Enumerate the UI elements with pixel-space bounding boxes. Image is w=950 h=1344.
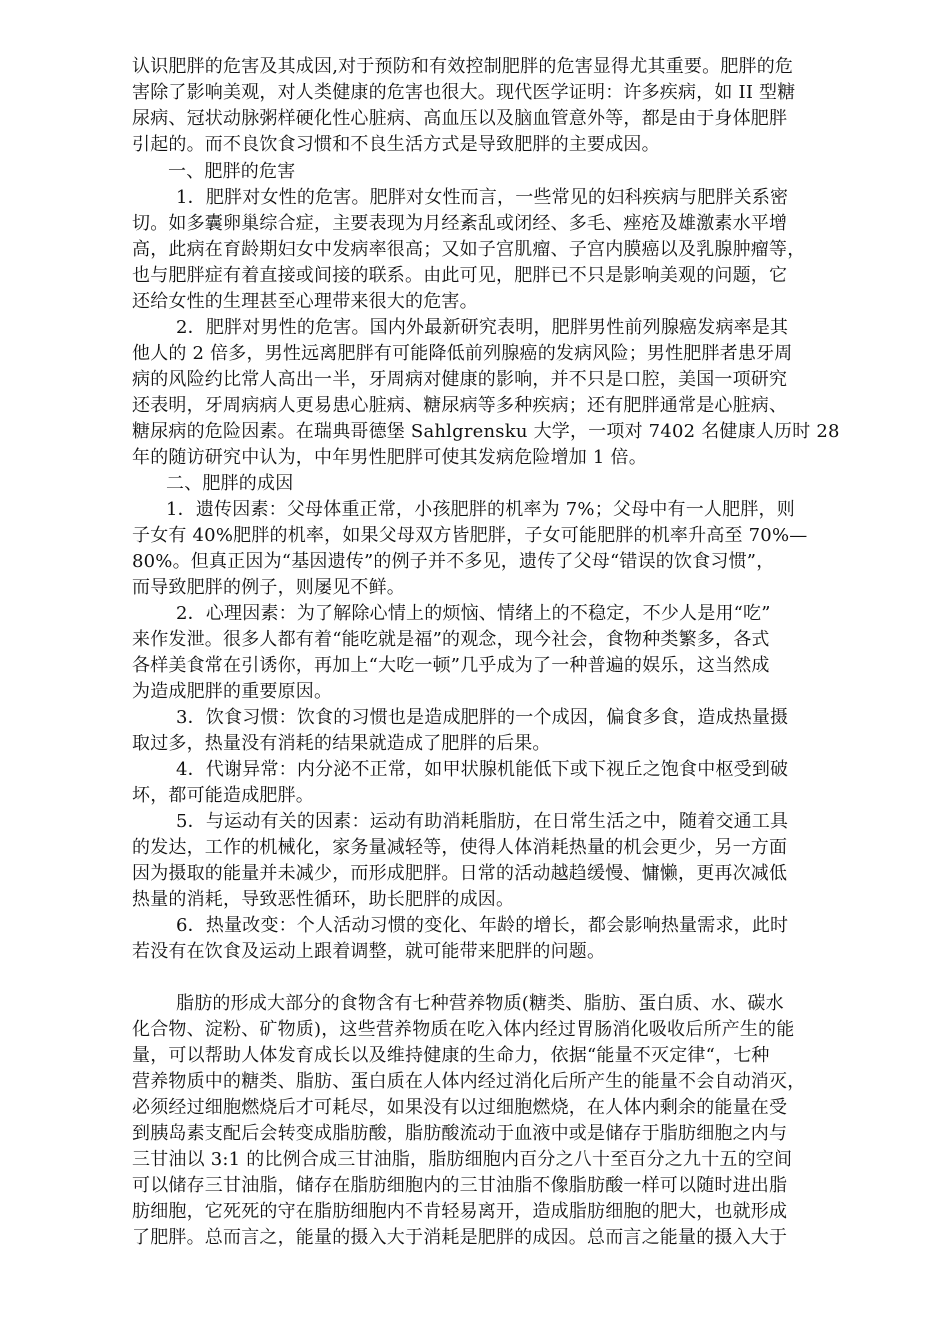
- text-line: 切。如多囊卵巢综合症，主要表现为月经紊乱或闭经、多毛、痤疮及雄激素水平增: [132, 213, 788, 234]
- text-line: 还给女性的生理甚至心理带来很大的危害。: [132, 291, 478, 312]
- text-line: 脂肪的形成大部分的食物含有七种营养物质(糖类、脂肪、蛋白质、水、碳水: [176, 993, 784, 1014]
- text-line: 热量的消耗，导致恶性循环，助长肥胖的成因。: [132, 889, 515, 910]
- text-line: 1．遗传因素：父母体重正常，小孩肥胖的机率为 7%；父母中有一人肥胖，则: [166, 499, 795, 520]
- text-line: 认识肥胖的危害及其成因,对于预防和有效控制肥胖的危害显得尤其重要。肥胖的危: [132, 56, 794, 77]
- text-line: 糖尿病的危险因素。在瑞典哥德堡 Sahlgrensku 大学，一项对 7402 名健康人历时 28: [132, 421, 840, 442]
- text-line: 年的随访研究中认为，中年男性肥胖可使其发病危险增加 1 倍。: [132, 447, 647, 468]
- text-line: 因为摄取的能量并未减少，而形成肥胖。日常的活动越趋缓慢、慵懒，更再次减低: [132, 863, 788, 884]
- text-line: 到胰岛素支配后会转变成脂肪酸，脂肪酸流动于血液中或是储存于脂肪细胞之内与: [132, 1123, 788, 1144]
- text-line: 害除了影响美观，对人类健康的危害也很大。现代医学证明：许多疾病，如 II 型糖: [132, 82, 796, 103]
- text-line: 2．肥胖对男性的危害。国内外最新研究表明，肥胖男性前列腺癌发病率是其: [176, 317, 789, 338]
- text-line: 他人的 2 倍多，男性远离肥胖有可能降低前列腺癌的发病风险；男性肥胖者患牙周: [132, 343, 793, 364]
- text-line: 子女有 40%肥胖的机率，如果父母双方皆肥胖，子女可能肥胖的机率升高至 70%—: [132, 525, 808, 546]
- text-line: 的发达，工作的机械化，家务量减轻等，使得人体消耗热量的机会更少，另一方面: [132, 837, 788, 858]
- text-line: 引起的。而不良饮食习惯和不良生活方式是导致肥胖的主要成因。: [132, 134, 660, 155]
- text-line: 化合物、淀粉、矿物质)，这些营养物质在吃入体内经过胃肠消化吸收后所产生的能: [132, 1019, 795, 1040]
- text-line: 也与肥胖症有着直接或间接的联系。由此可见，肥胖已不只是影响美观的问题，它: [132, 265, 788, 286]
- section-heading: 二、肥胖的成因: [166, 473, 294, 494]
- text-line: 取过多，热量没有消耗的结果就造成了肥胖的后果。: [132, 733, 551, 754]
- text-line: 而导致肥胖的例子，则屡见不鲜。: [132, 577, 405, 598]
- text-line: 1．肥胖对女性的危害。肥胖对女性而言，一些常见的妇科疾病与肥胖关系密: [176, 187, 789, 208]
- text-line: 必须经过细胞燃烧后才可耗尽，如果没有以过细胞燃烧，在人体内剩余的能量在受: [132, 1097, 788, 1118]
- text-line: 6．热量改变：个人活动习惯的变化、年龄的增长，都会影响热量需求，此时: [176, 915, 789, 936]
- text-line: 尿病、冠状动脉粥样硬化性心脏病、高血压以及脑血管意外等，都是由于身体肥胖: [132, 108, 788, 129]
- text-line: 3．饮食习惯：饮食的习惯也是造成肥胖的一个成因，偏食多食，造成热量摄: [176, 707, 789, 728]
- text-line: 4．代谢异常：内分泌不正常，如甲状腺机能低下或下视丘之饱食中枢受到破: [176, 759, 789, 780]
- text-line: 2．心理因素：为了解除心情上的烦恼、情绪上的不稳定，不少人是用“吃”: [176, 603, 771, 624]
- text-line: 三甘油以 3:1 的比例合成三甘油脂，脂肪细胞内百分之八十至百分之九十五的空间: [132, 1149, 793, 1170]
- text-line: 还表明，牙周病病人更易患心脏病、糖尿病等多种疾病；还有肥胖通常是心脏病、: [132, 395, 788, 416]
- text-line: 可以储存三甘油脂，储存在脂肪细胞内的三甘油脂不像脂肪酸一样可以随时进出脂: [132, 1175, 788, 1196]
- section-heading: 一、肥胖的危害: [168, 161, 296, 182]
- text-line: 80%。但真正因为“基因遗传”的例子并不多见，遗传了父母“错误的饮食习惯”，: [132, 551, 775, 572]
- text-line: 若没有在饮食及运动上跟着调整，就可能带来肥胖的问题。: [132, 941, 606, 962]
- text-line: 5．与运动有关的因素：运动有助消耗脂肪，在日常生活之中，随着交通工具: [176, 811, 789, 832]
- text-line: 各样美食常在引诱你，再加上“大吃一顿”几乎成为了一种普遍的娱乐，这当然成: [132, 655, 770, 676]
- text-line: 肪细胞，它死死的守在脂肪细胞内不肯轻易离开，造成脂肪细胞的肥大，也就形成: [132, 1201, 788, 1222]
- text-line: 为造成肥胖的重要原因。: [132, 681, 333, 702]
- text-line: 坏，都可能造成肥胖。: [132, 785, 314, 806]
- text-line: 高，此病在育龄期妇女中发病率很高；又如子宫肌瘤、子宫内膜癌以及乳腺肿瘤等，: [132, 239, 806, 260]
- text-line: 营养物质中的糖类、脂肪、蛋白质在人体内经过消化后所产生的能量不会自动消灭，: [132, 1071, 806, 1092]
- text-line: 了肥胖。总而言之，能量的摄入大于消耗是肥胖的成因。总而言之能量的摄入大于: [132, 1227, 788, 1248]
- text-line: 量，可以帮助人体发育成长以及维持健康的生命力，依据“能量不灭定律“，七种: [132, 1045, 770, 1066]
- text-line: 来作发泄。很多人都有着“能吃就是福”的观念，现今社会，食物种类繁多，各式: [132, 629, 770, 650]
- text-line: 病的风险约比常人高出一半，牙周病对健康的影响，并不只是口腔，美国一项研究: [132, 369, 788, 390]
